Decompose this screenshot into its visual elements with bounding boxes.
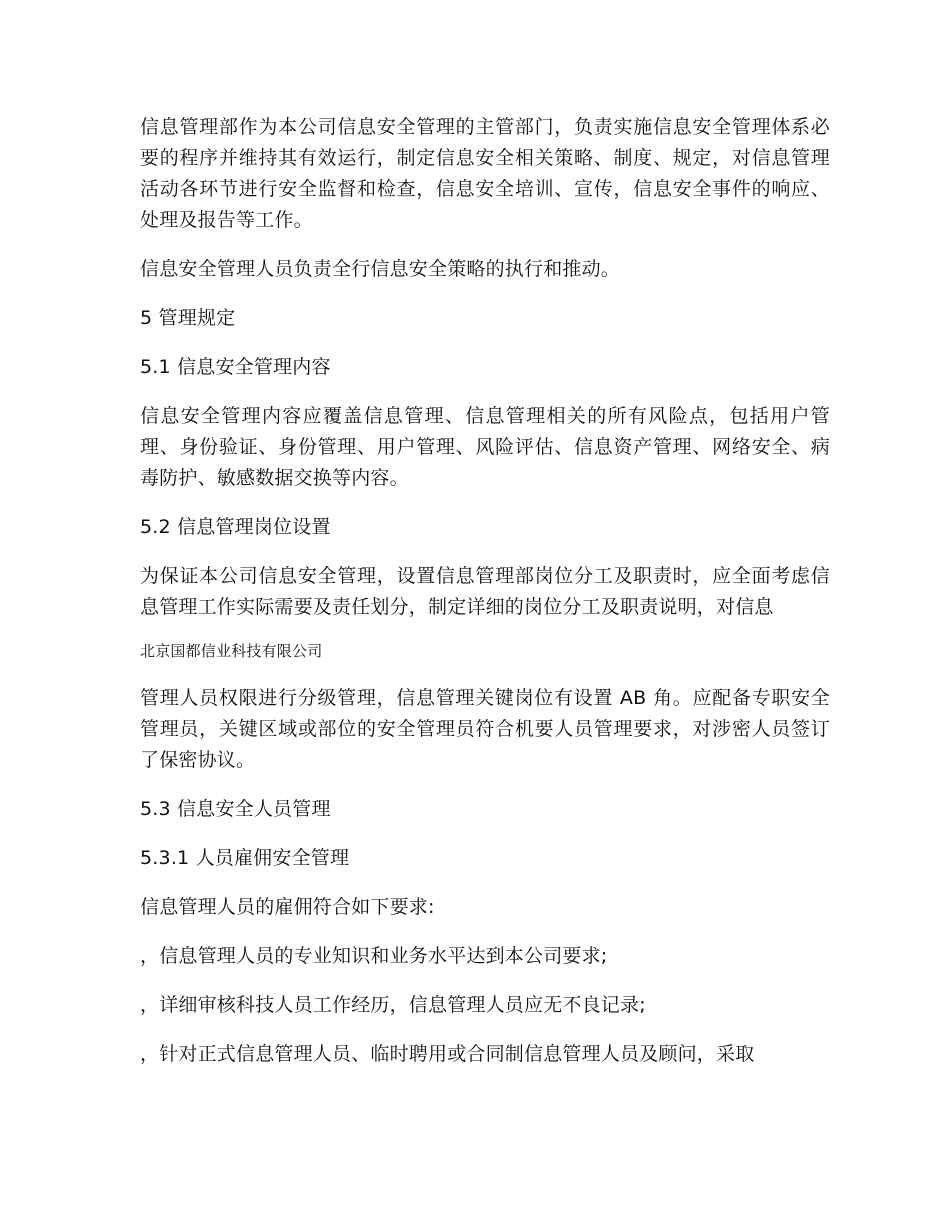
list-item-staff-types: ，针对正式信息管理人员、临时聘用或合同制信息管理人员及顾问，采取 [140, 1043, 755, 1065]
section-heading-5: 5 管理规定 [140, 307, 236, 329]
section-heading-5-1: 5.1 信息安全管理内容 [140, 356, 331, 378]
section-heading-5-3-1: 5.3.1 人员雇佣安全管理 [140, 847, 350, 869]
paragraph-hiring-requirements: 信息管理人员的雇佣符合如下要求: [140, 896, 435, 918]
section-heading-5-2: 5.2 信息管理岗位设置 [140, 516, 331, 538]
section-heading-5-3: 5.3 信息安全人员管理 [140, 798, 331, 820]
list-item-knowledge: ，信息管理人员的专业知识和业务水平达到本公司要求; [140, 945, 608, 967]
company-name: 北京国都信业科技有限公司 [140, 642, 323, 660]
paragraph-department-role: 信息管理部作为本公司信息安全管理的主管部门，负责实施信息安全管理体系必要的程序并维持其有效运行，制定信息安全相关策略、制度、规定，对信息管理活动各环节进行安全监督和检查，信息安全培训、宣传，信息安全事件的响应、处理及报告等工作。 [140, 116, 830, 231]
list-item-background-check: ，详细审核科技人员工作经历，信息管理人员应无不良记录; [140, 994, 646, 1016]
paragraph-permission-levels: 管理人员权限进行分级管理，信息管理关键岗位有设置 AB 角。应配备专职安全管理员，关键区域或部位的安全管理员符合机要人员管理要求，对涉密人员签订了保密协议。 [140, 687, 830, 771]
document-body [140, 112, 830, 1088]
paragraph-staff-duty: 信息安全管理人员负责全行信息安全策略的执行和推动。 [140, 258, 621, 280]
paragraph-post-setup: 为保证本公司信息安全管理，设置信息管理部岗位分工及职责时，应全面考虑信息管理工作实际需要及责任划分，制定详细的岗位分工及职责说明，对信息 [140, 565, 830, 618]
paragraph-management-content: 信息安全管理内容应覆盖信息管理、信息管理相关的所有风险点，包括用户管理、身份验证、身份管理、用户管理、风险评估、信息资产管理、网络安全、病毒防护、敏感数据交换等内容。 [140, 405, 830, 489]
